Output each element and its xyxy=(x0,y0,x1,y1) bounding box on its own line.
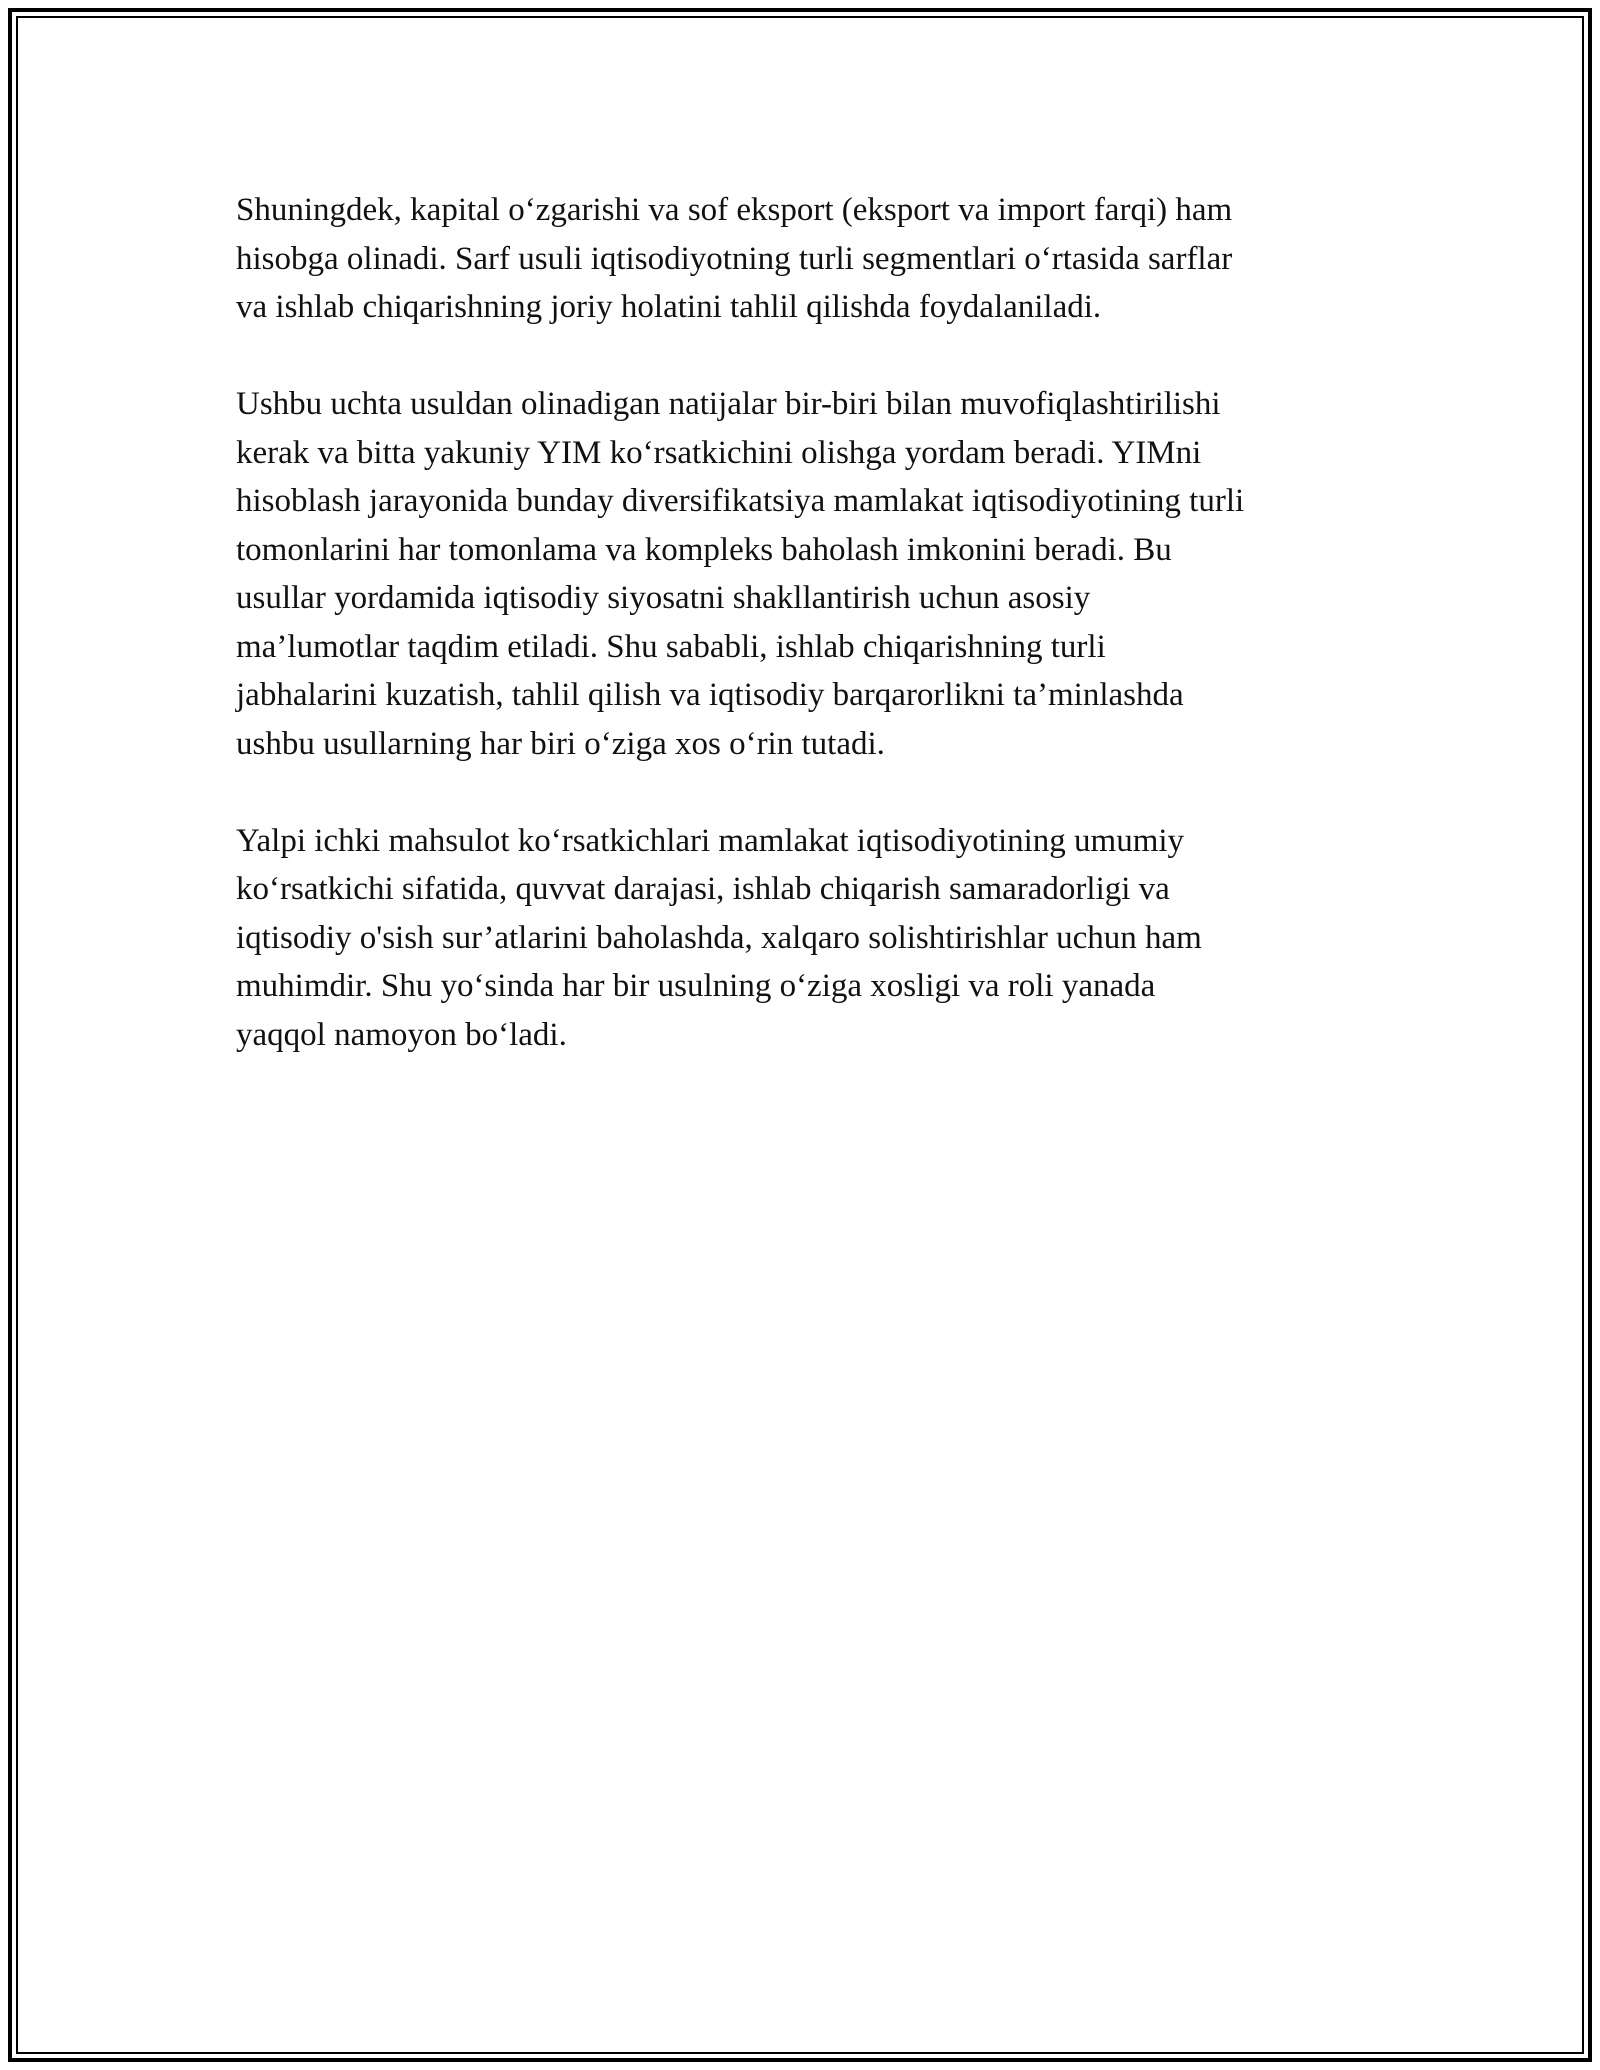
text-line: Yalpi ichki mahsulot ko‘rsatkichlari mamlakat iqtisodiyotining umumiy xyxy=(236,822,1185,859)
paragraph-3 xyxy=(236,817,1376,1060)
text-line: usullar yordamida iqtisodiy siyosatni shakllantirish uchun asosiy xyxy=(236,580,1091,616)
text-line: ma’lumotlar taqdim etiladi. Shu sababli, ishlab chiqarishning turli xyxy=(236,628,1106,665)
text-line: Ushbu uchta usuldan olinadigan natijalar bir-biri bilan muvofiqlashtirilishi xyxy=(236,386,1221,422)
text-line: yaqqol namoyon bo‘ladi. xyxy=(236,1016,567,1053)
document-body xyxy=(236,186,1376,1108)
text-line: va ishlab chiqarishning joriy holatini tahlil qilishda foydalaniladi. xyxy=(236,289,1102,325)
text-line: iqtisodiy o'sish sur’atlarini baholashda, xalqaro solishtirishlar uchun ham xyxy=(236,919,1202,956)
text-line: ushbu usullarning har biri o‘ziga xos o‘rin tutadi. xyxy=(236,725,885,762)
text-line: tomonlarini har tomonlama va kompleks baholash imkonini beradi. Bu xyxy=(236,531,1172,568)
text-line: jabhalarini kuzatish, tahlil qilish va iqtisodiy barqarorlikni ta’minlashda xyxy=(236,677,1184,713)
text-line: kerak va bitta yakuniy YIM ko‘rsatkichini olishga yordam beradi. YIMni xyxy=(236,434,1202,471)
text-line: Shuningdek, kapital o‘zgarishi va sof eksport (eksport va import farqi) ham xyxy=(236,192,1233,228)
paragraph-1 xyxy=(236,186,1376,332)
text-line: hisoblash jarayonida bunday diversifikatsiya mamlakat iqtisodiyotining turli xyxy=(236,483,1245,519)
text-line: ko‘rsatkichi sifatida, quvvat darajasi, ishlab chiqarish samaradorligi va xyxy=(236,871,1170,907)
text-line: muhimdir. Shu yo‘sinda har bir usulning o‘ziga xosligi va roli yanada xyxy=(236,968,1156,1004)
text-line: hisobga olinadi. Sarf usuli iqtisodiyotning turli segmentlari o‘rtasida sarflar xyxy=(236,240,1233,277)
paragraph-2 xyxy=(236,380,1376,768)
